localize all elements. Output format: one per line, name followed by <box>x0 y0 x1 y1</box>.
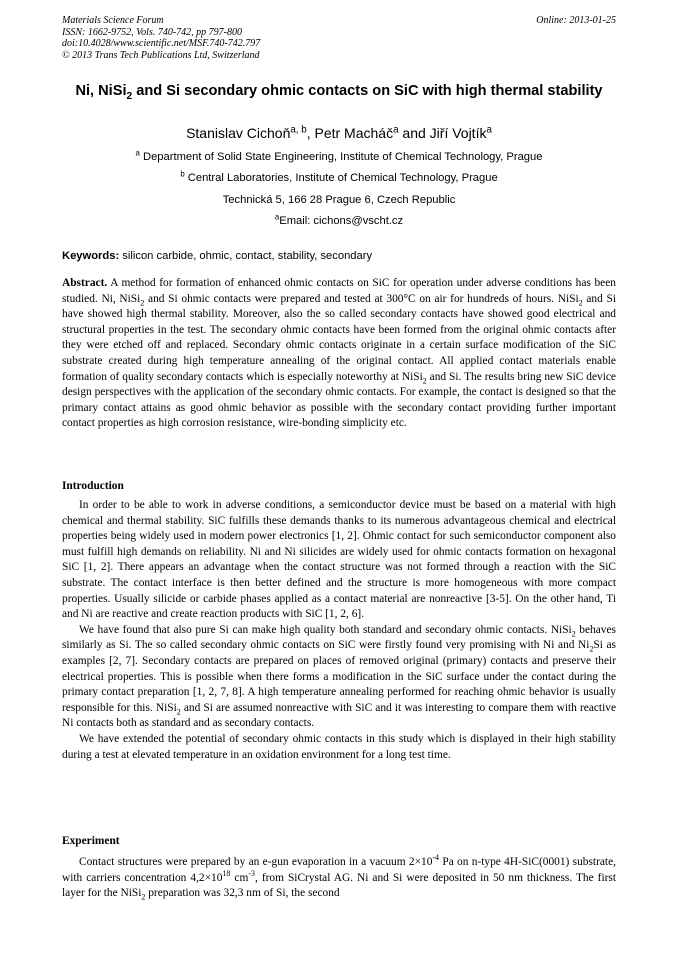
subscript: 2 <box>578 297 583 307</box>
email-text: Email: cichons@vscht.cz <box>279 215 404 227</box>
address: Technická 5, 166 28 Prague 6, Czech Republic <box>222 194 456 206</box>
affil-text: Department of Solid State Engineering, Institute of Chemical Technology, Prague <box>139 151 543 163</box>
abstract <box>62 276 616 432</box>
text-run: and Si ohmic contacts were prepared and tested at 300°C on air for hundreds of hours. NiSi <box>144 292 579 305</box>
title-part: and Si secondary ohmic contacts on SiC with high thermal stability <box>132 83 603 99</box>
affil-mark: b <box>180 169 185 179</box>
author-affil-mark: a, b <box>290 124 307 136</box>
subscript: 2 <box>571 629 576 639</box>
keywords-text: silicon carbide, ohmic, contact, stability, secondary <box>119 250 373 262</box>
subscript: 2 <box>141 892 146 902</box>
keywords <box>62 249 616 263</box>
subscript: 2 <box>176 707 181 716</box>
issn: ISSN: 1662-9752, Vols. 740-742, pp 797-800 <box>62 26 242 38</box>
author-affil-mark: a <box>393 124 399 136</box>
author-list <box>62 124 616 142</box>
abstract-paragraph <box>62 276 616 432</box>
journal-header <box>62 15 616 61</box>
intro-paragraph-3: We have extended the potential of secondary ohmic contacts in this study which is displayed in their high stability during a test at elevated temperature in an oxidation environment for a long test time. <box>62 732 616 761</box>
text-run: cm <box>230 871 249 884</box>
email <box>62 214 616 228</box>
author-name: Stanislav Cichoň <box>186 125 291 141</box>
text-run: Pa on n-type 4H-SiC(0001) substrate, with carriers concentration 4,2×10 <box>62 856 616 884</box>
affil-text: Central Laboratories, Institute of Chemical Technology, Prague <box>184 172 498 184</box>
experiment-body <box>62 855 616 902</box>
experiment-paragraph-1 <box>62 855 616 902</box>
text-run: behaves similarly as Si. The so called secondary ohmic contacts on SiC were firstly found very promising with Ni and Ni <box>62 623 616 652</box>
subscript: 2 <box>140 297 145 307</box>
text-run: A method for formation of enhanced ohmic contacts on SiC for operation under adverse conditions has been studied. Ni, NiSi <box>62 277 616 305</box>
section-heading-experiment: Experiment <box>62 835 120 847</box>
affiliation-a <box>62 150 616 164</box>
author-name: , Petr Macháč <box>306 125 394 141</box>
text-run: Contact structures were prepared by an e-gun evaporation in a vacuum 2×10 <box>79 856 433 868</box>
superscript: -4 <box>432 853 440 863</box>
abstract-label: Abstract. <box>62 277 108 289</box>
author-name: and Jiří Vojtík <box>398 125 487 141</box>
affiliation-b <box>62 171 616 185</box>
text-run: preparation was 32,3 nm of Si, the second <box>145 887 340 900</box>
subscript: 2 <box>589 644 594 654</box>
affil-mark: a <box>135 148 140 158</box>
online-date: Online: 2013-01-25 <box>536 15 616 26</box>
affil-mark: a <box>274 212 280 222</box>
text-run: We have found that also pure Si can make high quality both standard and secondary ohmic contacts. NiSi <box>79 623 572 636</box>
title-subscript: 2 <box>126 90 133 102</box>
author-affil-mark: a <box>486 124 492 136</box>
intro-paragraph-1: In order to be able to work in adverse conditions, a semiconductor device must be based on a material with high chemical and thermal stability. SiC fulfills these demands thanks to its numerous advantageous chemical and electrical properties being widely used in modern power electronics [1, 2]. Ohmic contact for such semiconductor component also must fulfill high demands on reliability. Ni and Ni silicides are widely used for ohmic contacts formation on hexagonal SiC [1, 2]. There appears an advantage when the contact structure was not formed through a reaction with the SiC substrate. The contact interface is then better defined and the structure is more homogeneous with more compact properties. Usually silicide or carbide phases applied as a contact material are nonreactive [3-5]. On the other hand, Ti and Ni are reactive and create reaction products with SiC [1, 2, 6]. <box>62 499 616 621</box>
text-run: Si as examples [2, 7]. Secondary contacts are prepared on places of removed original (primary) contacts and preserve their electrical properties. This is possible when there forms a modification in the SiC surface under the contact during the primary contact preparation [1, 2, 7, 8]. A high temperature annealing performed for reaching ohmic behavior is usually responsible for this. NiSi <box>62 639 616 714</box>
paper-title <box>62 82 616 100</box>
text-run: and Si are assumed nonreactive with SiC and it was interesting to compare them with reactive Ni contacts both as standard and as secondary contacts. <box>62 701 617 730</box>
copyright: © 2013 Trans Tech Publications Ltd, Switzerland <box>62 49 260 61</box>
intro-paragraph-2 <box>62 623 616 732</box>
superscript: 18 <box>222 868 231 878</box>
section-heading-introduction: Introduction <box>62 480 124 492</box>
journal-name: Materials Science Forum <box>62 15 164 26</box>
text-run: , from SiCrystal AG. Ni and Si were deposited in 50 nm thickness. The first layer for the NiSi <box>62 871 617 900</box>
subscript: 2 <box>422 375 427 385</box>
title-part: Ni, NiSi <box>75 83 127 99</box>
superscript: -3 <box>248 868 255 878</box>
doi: doi:10.4028/www.scientific.net/MSF.740-742.797 <box>62 38 261 49</box>
introduction-body <box>62 498 616 763</box>
text-run: and Si have showed high thermal stability. Moreover, also the so called secondary contacts have showed good electrical and structural properties in the test. The secondary ohmic contacts have been formed from the original ohmic contacts after they were etched off and replaced. Secondary ohmic contacts originate in a certain surface modification of the SiC substrate created during high temperature annealing of the original contact. All applied contact materials enable formation of quality secondary contacts which is especially noteworthy at NiSi <box>62 292 616 383</box>
keywords-label: Keywords: <box>62 250 120 262</box>
text-run: and Si. The results bring new SiC device design perspectives with the application of the secondary ohmic contacts. For example, the contact is designed so that the primary contact attains as good ohmic behavior as possible with the secondary contact providing further important contact properties as high corrosion resistance, wire-bonding simplicity etc. <box>62 370 616 430</box>
